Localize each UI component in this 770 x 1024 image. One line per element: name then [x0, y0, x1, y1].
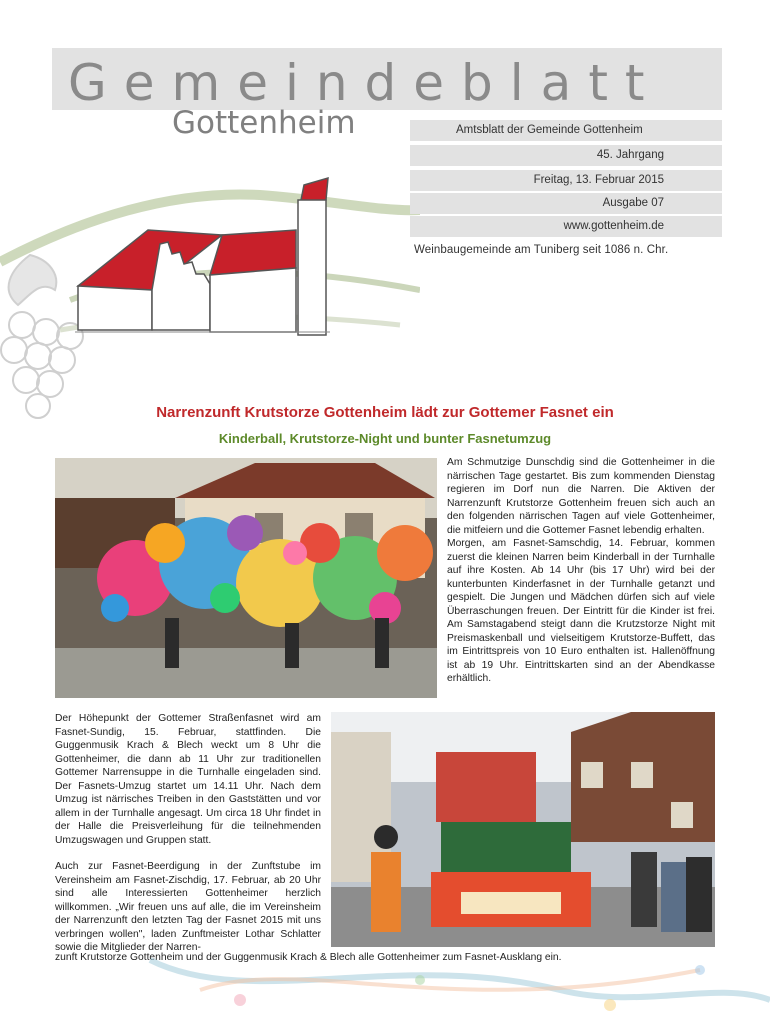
- info-website[interactable]: www.gottenheim.de: [410, 216, 722, 237]
- masthead-title: Gemeindeblatt: [68, 54, 662, 112]
- paragraph-burial: Auch zur Fasnet-Beerdigung in der Zunftstube im Vereinsheim am Fasnet-Zischdig, 17. Februar, ab 20 Uhr sind alle Interessierten Gottenheimer herzlich willkommen. „Wir freuen uns auf alle, die im Vereinsheim der Narrenzunft den letzten Tag der Fasnet 2015 mit uns verbringen wollen", laden Zunftmeister Lothar Schlatter sowie die Mitglieder der Narren-: [55, 861, 321, 953]
- info-issue: Ausgabe 07: [410, 193, 722, 214]
- info-official-gazette: Amtsblatt der Gemeinde Gottenheim: [410, 120, 722, 141]
- masthead-town: Gottenheim: [172, 105, 356, 141]
- paragraph-parade: Der Höhepunkt der Gottemer Straßenfasnet wird am Fasnet-Sundig, 15. Februar, stattfinden. Die Guggenmusik Krach & Blech weckt um 8 Uhr die Gottenheimer, die dann ab 11 Uhr zur traditionellen Gottemer Narrensuppe in die Turnhalle eingeladen sind. Der Fasnets-Umzug startet um 14.11 Uhr. Nach dem Umzug ist närrisches Treiben in den Gaststätten und vor allem in der Turnhalle angesagt. Um circa 18 Uhr findet in der Halle die Preisverleihung für die teilnehmenden Umzugswagen und Gruppen statt.: [55, 713, 321, 846]
- article-headline: Narrenzunft Krutstorze Gottenheim lädt zur Gottemer Fasnet ein: [156, 404, 614, 421]
- gottenheim-logo: [0, 150, 420, 420]
- photo-kinderball: [55, 458, 437, 698]
- paragraph-closing: zunft Krutstorze Gottenheim und der Guggenmusik Krach & Blech alle Gottenheimer zum Fasnet-Ausklang ein.: [55, 952, 562, 963]
- paragraph-intro: [447, 456, 715, 686]
- article-subheadline: Kinderball, Krutstorze-Night und bunter Fasnetumzug: [218, 431, 552, 446]
- info-date: Freitag, 13. Februar 2015: [410, 170, 722, 191]
- paragraph-intro-1: Am Schmutzige Dunschdig sind die Gottenheimer in die närrischen Tage gestartet. Bis zum kommenden Dienstag regieren im Dorf nun die Narren. Die Aktiven der Narrenzunft Krutstorze Gottenheim freuen sich auch an den folgenden närrischen Tagen auf viele Gottenheimer, die mitfeiern und die Gottemer Fasnet lebendig erhalten.: [447, 457, 715, 536]
- confetti-decoration: [0, 950, 770, 1024]
- photo-parade-float: [331, 712, 715, 947]
- masthead-motto: Weinbaugemeinde am Tuniberg seit 1086 n. Chr.: [414, 244, 669, 256]
- paragraph-intro-2: Morgen, am Fasnet-Samschdig, 14. Februar, kommen zuerst die kleinen Narren beim Kinderball in der Turnhalle auf ihre Kosten. Ab 14 Uhr (bis 17 Uhr) wird bei der kunterbunten Kinderfasnet in der Turnhalle getanzt und gespielt. Die Jungen und Mädchen dürfen sich auf viele Überraschungen freuen. Der Eintritt für die Kinder ist frei. Am Samstagabend steigt dann die Krutzstorze Night mit Preismaskenball und vielseitigem Krutstorze-Buffett, das im Eintrittspreis von 10 Euro enthalten ist. Hallenöffnung ist ab 19 Uhr. Eintrittskarten sind an der Abendkasse erhältlich.: [447, 538, 715, 684]
- grape-cluster-icon: [1, 255, 83, 418]
- info-volume: 45. Jahrgang: [410, 145, 722, 166]
